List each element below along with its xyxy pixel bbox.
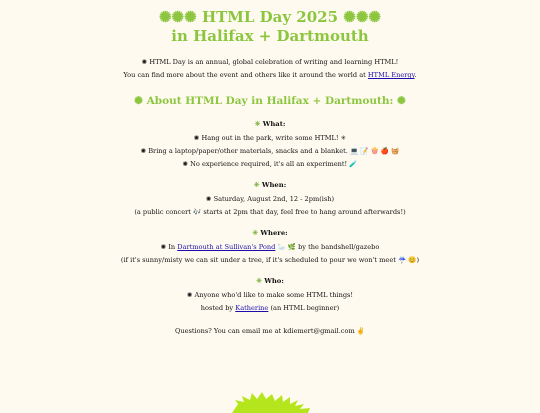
where-item: ✺ In Dartmouth at Sullivan's Pond 🦢 🌿 by the bandshell/gazebo [160, 243, 380, 251]
starburst-icon: ✺ [134, 95, 143, 107]
katherine-link[interactable]: Katherine [235, 304, 269, 312]
questions-line: Questions? You can email me at kdiemert@gmail.com ✌ [174, 327, 366, 335]
when-note: (a public concert 🎶 starts at 2pm that day, feel free to hang around afterwards!) [134, 208, 406, 216]
html-energy-link[interactable]: HTML Energy [367, 71, 415, 79]
bullet-icon: ✺ [182, 160, 189, 168]
page-title [0, 8, 540, 46]
what-item: ✺ Bring a laptop/paper/other materials, snacks and a blanket. 💻 📝 🍿 🍎 🧺 [140, 147, 400, 155]
when-item: ✺ Saturday, August 2nd, 12 - 2pm(ish) [205, 195, 335, 203]
bullet-icon: ✺ [186, 291, 193, 299]
green-starburst-icon [232, 392, 312, 413]
intro-line-1: ✺ HTML Day is an annual, global celebration of writing and learning HTML! [141, 58, 399, 66]
about-heading: ✺ About HTML Day in Halifax + Dartmouth: ✺ [134, 95, 406, 107]
bullet-icon: ✺ [193, 134, 200, 142]
sparkle-icon: ✳ [252, 229, 258, 237]
host-line: hosted by Katherine (an HTML beginner) [200, 304, 340, 312]
bullet-icon: ✺ [205, 195, 212, 203]
title-line-2: in Halifax + Dartmouth [171, 27, 369, 45]
starburst-icon: ✺ [397, 95, 406, 107]
page [0, 8, 540, 338]
starburst-icon: ✺✺✺ [158, 8, 197, 26]
where-heading: ✳ Where: [252, 229, 288, 237]
title-line-1: HTML Day 2025 [201, 8, 339, 26]
sparkle-icon: ✳ [253, 181, 260, 189]
starburst-icon: ✺✺✺ [343, 8, 382, 26]
what-item: ✺ No experience required, it's all an experiment! 🧪 [182, 160, 358, 168]
bullet-icon: ✺ [140, 147, 147, 155]
sullivans-pond-link[interactable]: Dartmouth at Sullivan's Pond [177, 243, 276, 251]
bullet-icon: ✺ [160, 243, 167, 251]
what-heading: ✳ What: [254, 120, 286, 128]
sparkle-icon: ✳ [254, 120, 261, 128]
sparkle-icon: ✳ [256, 277, 262, 285]
when-heading: ✳ When: [253, 181, 287, 189]
intro [0, 56, 540, 82]
bullet-icon: ✺ [141, 58, 148, 66]
what-item: ✺ Hang out in the park, write some HTML! ✳ [193, 134, 347, 142]
who-heading: ✳ Who: [256, 277, 284, 285]
who-item: ✺ Anyone who'd like to make some HTML things! [186, 291, 354, 299]
where-note: (if it's sunny/misty we can sit under a tree, if it's scheduled to pour we won't meet ☔ 😊) [120, 256, 420, 264]
intro-line-2: You can find more about the event and others like it around the world at HTML Energy. [123, 71, 417, 79]
